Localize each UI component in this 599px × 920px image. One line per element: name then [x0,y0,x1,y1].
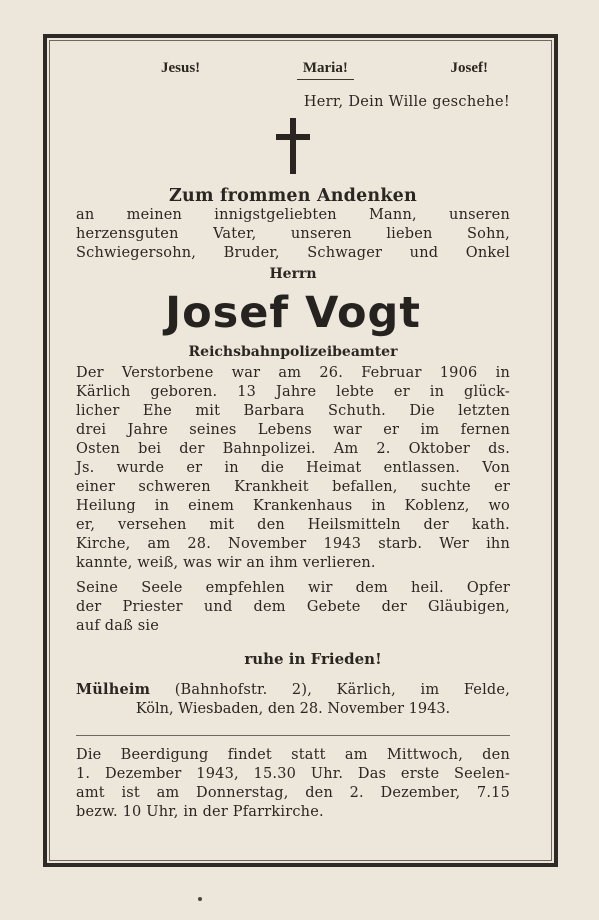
biography-line: Js. wurde er in die Heimat entlassen. Von [76,460,510,476]
occupation: Reichsbahnpolizeibeamter [188,344,398,360]
funeral-line: amt ist am Donnerstag, den 2. Dezember, 7.15 [76,785,510,801]
biography-line: einer schweren Krankheit befallen, suchte er [76,479,510,495]
biography-line: Kärlich geboren. 13 Jahre lebte er in glück- [76,384,510,400]
prayer-line: auf daß sie [76,618,160,634]
dedication-line: herzensguten Vater, unseren lieben Sohn, [76,226,510,242]
name-josef: Josef! [450,60,488,76]
biography-line: drei Jahre seines Lebens war er im fernen [76,422,510,438]
dedication-line: Schwiegersohn, Bruder, Schwager und Onkel [76,245,510,261]
dedication-line: an meinen innigstgeliebten Mann, unseren [76,207,510,223]
place-line2: Köln, Wiesbaden, den 28. November 1943. [135,701,451,717]
place-and-date [76,680,510,719]
holy-names [76,60,510,80]
place-line1: (Bahnhofstr. 2), Kärlich, im Felde, [174,682,510,698]
funeral-line: 1. Dezember 1943, 15.30 Uhr. Das erste Seelen- [76,766,510,782]
biography-line: kannte, weiß, was wir an ihm verlieren. [76,555,376,571]
biography-line: Osten bei der Bahnpolizei. Am 2. Oktober ds. [76,441,510,457]
funeral-line: Die Beerdigung findet statt am Mittwoch, den [76,747,510,763]
rest-in-peace: ruhe in Frieden! [244,650,382,668]
cross-icon [76,116,510,176]
deceased-name: Josef Vogt [165,288,421,338]
memorial-heading: Zum frommen Andenken [169,186,417,206]
biography [76,364,510,573]
memorial-card [76,60,510,822]
name-maria: Maria! [297,60,354,80]
motto: Herr, Dein Wille geschehe! [303,94,510,110]
prayer-line: Seine Seele empfehlen wir dem heil. Opfer [76,580,510,596]
name-jesus: Jesus! [161,60,201,76]
biography-line: licher Ehe mit Barbara Schuth. Die letzten [76,403,510,419]
print-speck [198,897,202,901]
biography-line: Heilung in einem Krankenhaus in Koblenz, wo [76,498,510,514]
biography-line: Kirche, am 28. November 1943 starb. Wer ihn [76,536,510,552]
prayer-line: der Priester und dem Gebete der Gläubigen, [76,599,510,615]
place-bold: Mülheim [76,681,151,698]
divider [76,735,510,736]
funeral-info [76,746,510,822]
salutation: Herrn [269,266,317,282]
funeral-line: bezw. 10 Uhr, in der Pfarrkirche. [76,804,324,820]
biography-line: Der Verstorbene war am 26. Februar 1906 in [76,365,510,381]
prayer [76,579,510,636]
biography-line: er, versehen mit den Heilsmitteln der kath. [76,517,510,533]
